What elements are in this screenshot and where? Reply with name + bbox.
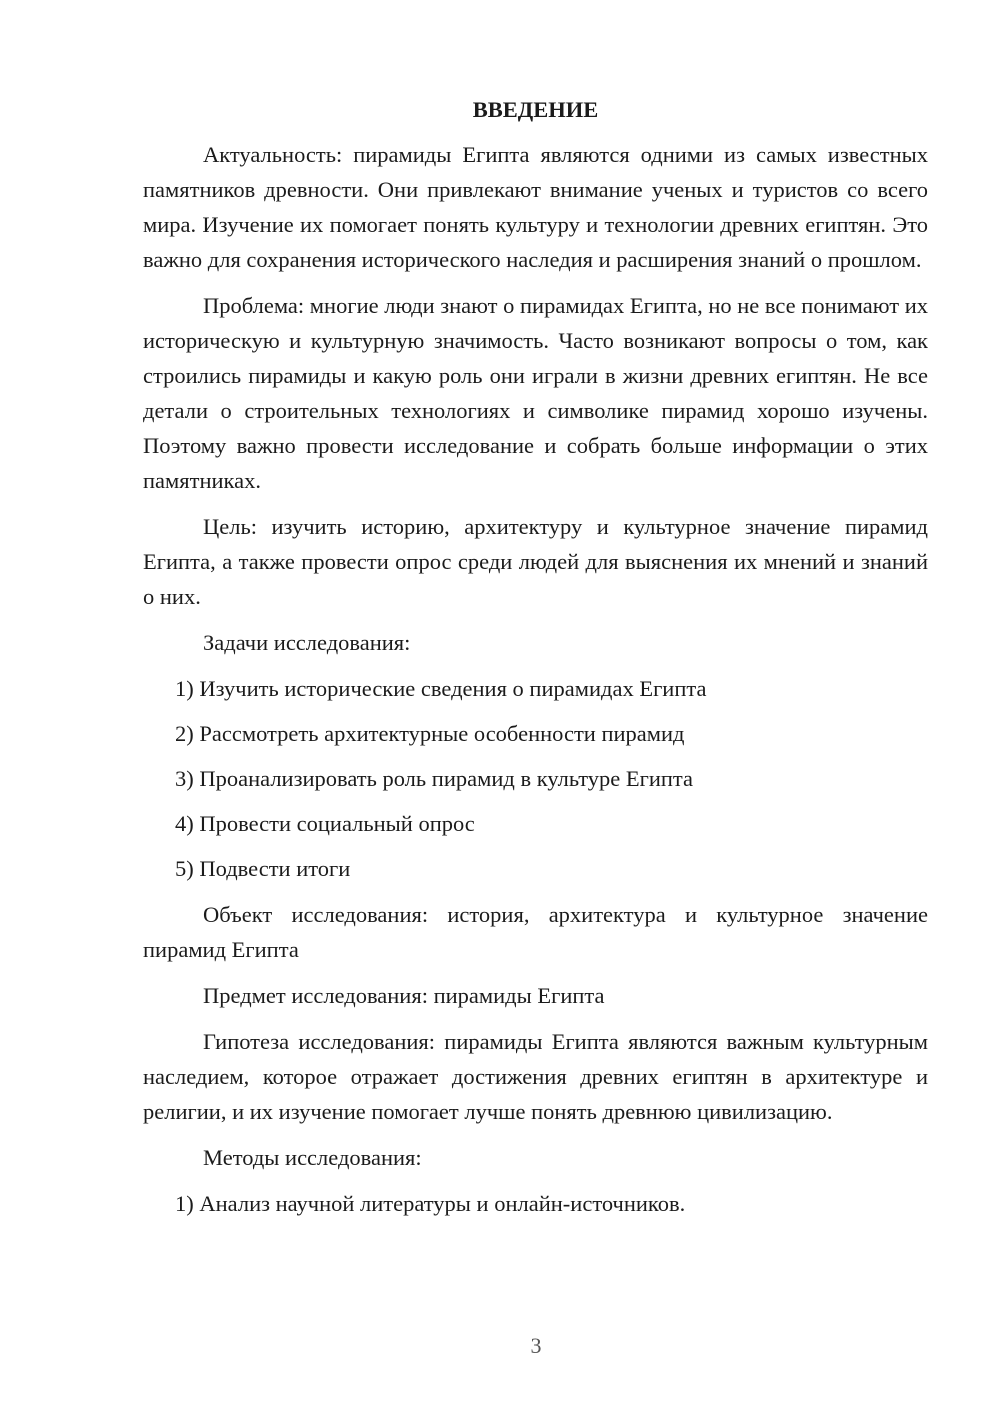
goal-paragraph: Цель: изучить историю, архитектуру и культурное значение пирамид Египта, а также провести опрос среди людей для выяснения их мнений и знаний о них. <box>143 514 928 609</box>
hypothesis-paragraph: Гипотеза исследования: пирамиды Египта являются важным культурным наследием, которое отражает достижения древних египтян в архитектуре и религии, и их изучение помогает лучше понять древнюю цивилизацию. <box>143 1029 928 1124</box>
list-item: 1) Изучить исторические сведения о пирамидах Египта <box>175 676 707 701</box>
list-item: 4) Провести социальный опрос <box>175 811 475 836</box>
object-paragraph: Объект исследования: история, архитектура и культурное значение пирамид Египта <box>143 902 928 962</box>
tasks-list <box>143 671 928 886</box>
section-heading: ВВЕДЕНИЕ <box>472 97 599 122</box>
subject-paragraph: Предмет исследования: пирамиды Египта <box>203 983 605 1008</box>
problem-paragraph: Проблема: многие люди знают о пирамидах Египта, но не все понимают их историческую и культурную значимость. Часто возникают вопросы о том, как строились пирамиды и какую роль они играли в жизни древних египтян. Не все детали о строительных технологиях и символике пирамид хорошо изучены. Поэтому важно провести исследование и собрать больше информации о этих памятниках. <box>143 293 928 493</box>
document-page <box>143 92 928 1231</box>
page-number: 3 <box>530 1333 542 1358</box>
list-item: 5) Подвести итоги <box>175 856 351 881</box>
list-item: 1) Анализ научной литературы и онлайн-источников. <box>175 1191 686 1216</box>
relevance-paragraph: Актуальность: пирамиды Египта являются одними из самых известных памятников древности. Они привлекают внимание ученых и туристов со всего мира. Изучение их помогает понять культуру и технологии древних египтян. Это важно для сохранения исторического наследия и расширения знаний о прошлом. <box>143 142 928 272</box>
tasks-heading: Задачи исследования: <box>203 630 411 655</box>
list-item: 2) Рассмотреть архитектурные особенности пирамид <box>175 721 685 746</box>
methods-list <box>143 1186 928 1221</box>
methods-heading: Методы исследования: <box>203 1145 422 1170</box>
list-item: 3) Проанализировать роль пирамид в культуре Египта <box>175 766 694 791</box>
